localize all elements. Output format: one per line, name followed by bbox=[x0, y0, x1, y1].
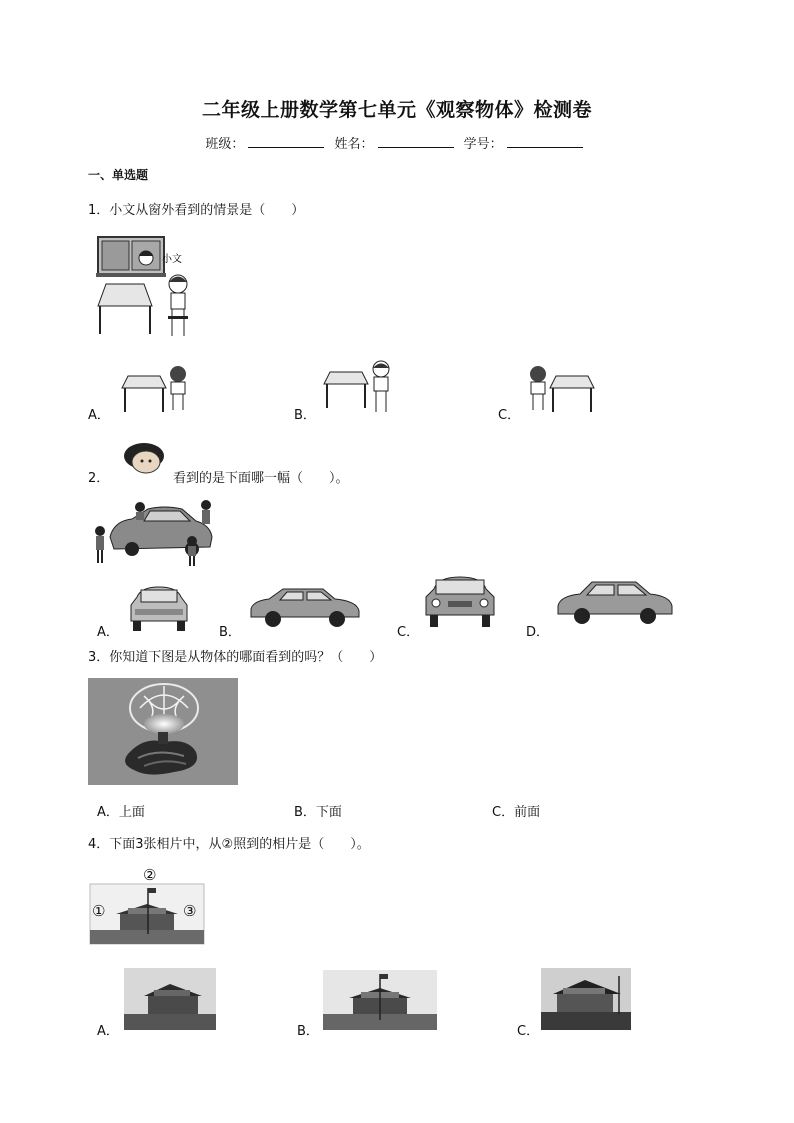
q4-option-b-photo bbox=[323, 970, 437, 1030]
marker-1: ① bbox=[92, 902, 106, 920]
q2-girl-head-image bbox=[120, 440, 168, 476]
q4-option-a[interactable]: A． bbox=[97, 1024, 119, 1039]
id-label: 学号： bbox=[463, 137, 503, 152]
q4-option-c[interactable]: C． bbox=[517, 1024, 540, 1039]
student-info bbox=[0, 133, 794, 152]
name-label: 姓名： bbox=[334, 137, 374, 152]
q2-option-a-car-image bbox=[127, 585, 191, 633]
question-4-text: 4．下面3张相片中，从②照到的相片是（ ）。 bbox=[88, 837, 370, 852]
marker-3: ③ bbox=[183, 902, 197, 920]
q2-option-d[interactable]: D． bbox=[526, 625, 550, 640]
q1-option-c-image bbox=[526, 364, 596, 414]
class-blank[interactable] bbox=[248, 135, 324, 148]
q4-option-b[interactable]: B． bbox=[297, 1024, 319, 1039]
page-title: 二年级上册数学第七单元《观察物体》检测卷 bbox=[201, 99, 592, 121]
question-2-text: 看到的是下面哪一幅（ ）。 bbox=[173, 471, 349, 486]
q3-option-a[interactable]: A．上面 bbox=[97, 805, 145, 820]
question-3-text: 3．你知道下图是从物体的哪面看到的吗？（ ） bbox=[88, 650, 383, 665]
section-heading: 一、单选题 bbox=[88, 168, 149, 182]
q4-option-a-photo bbox=[124, 968, 216, 1030]
name-blank[interactable] bbox=[378, 135, 454, 148]
q2-option-b[interactable]: B． bbox=[219, 625, 241, 640]
q4-option-c-photo bbox=[541, 968, 631, 1030]
q2-option-c[interactable]: C． bbox=[397, 625, 420, 640]
class-label: 班级： bbox=[205, 137, 245, 152]
question-1-text: 1．小文从窗外看到的情景是（ ） bbox=[88, 203, 305, 218]
q1-option-b-image bbox=[324, 360, 394, 414]
q2-car-scene-image bbox=[88, 497, 218, 567]
figure-label-xiaowen: 小文 bbox=[162, 254, 182, 265]
q3-option-b[interactable]: B．下面 bbox=[294, 805, 342, 820]
question-2-number: 2． bbox=[88, 471, 110, 486]
question-1-scene-image bbox=[96, 236, 206, 340]
q1-option-a-image bbox=[122, 364, 192, 414]
q3-option-c[interactable]: C．前面 bbox=[492, 805, 541, 820]
q3-object-photo bbox=[88, 678, 238, 785]
marker-2: ② bbox=[143, 866, 157, 884]
q2-option-a[interactable]: A． bbox=[97, 625, 119, 640]
q1-option-a[interactable]: A． bbox=[88, 408, 110, 423]
q1-option-b[interactable]: B． bbox=[294, 408, 316, 423]
q2-option-d-car-image bbox=[554, 578, 676, 628]
q1-option-c[interactable]: C． bbox=[498, 408, 521, 423]
id-blank[interactable] bbox=[507, 135, 583, 148]
q2-option-b-car-image bbox=[247, 585, 363, 631]
q2-option-c-car-image bbox=[422, 575, 498, 629]
